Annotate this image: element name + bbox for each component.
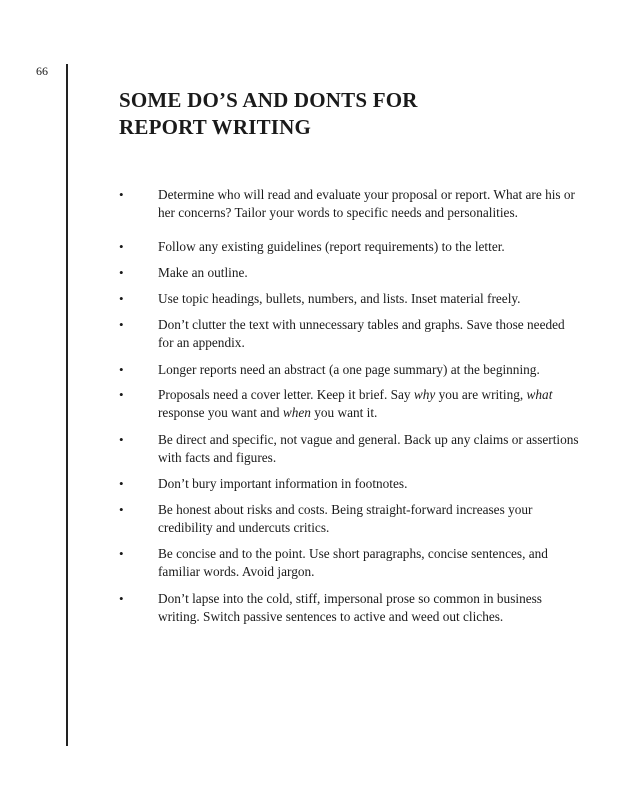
text-segment: Use topic headings, bullets, numbers, and lists. Inset material freely. xyxy=(158,291,521,306)
bullet-text xyxy=(158,290,579,308)
bullet-text xyxy=(158,264,579,282)
bullet-text xyxy=(158,590,579,626)
bullet-text xyxy=(158,316,579,352)
bullet-icon: • xyxy=(119,239,124,254)
bullet-icon: • xyxy=(119,432,124,447)
bullet-icon: • xyxy=(119,546,124,561)
text-segment: Proposals need a cover letter. Keep it brief. Say xyxy=(158,387,414,402)
bullet-item xyxy=(119,545,579,581)
text-segment: you want it. xyxy=(310,405,378,420)
text-segment: Longer reports need an abstract (a one page summary) at the beginning. xyxy=(158,362,540,377)
margin-rule xyxy=(66,64,68,746)
text-segment: Be direct and specific, not vague and general. Back up any claims or assertions with facts and figures. xyxy=(158,432,579,465)
bullet-text xyxy=(158,501,579,537)
bullet-item xyxy=(119,290,579,308)
emphasized-word: why xyxy=(413,387,436,402)
text-segment: Be honest about risks and costs. Being straight-forward increases your credibility and undercuts critics. xyxy=(158,502,533,535)
bullet-icon: • xyxy=(119,362,124,377)
text-segment: Make an outline. xyxy=(158,265,248,280)
bullet-item xyxy=(119,238,579,256)
emphasized-word: when xyxy=(282,405,311,420)
bullet-text xyxy=(158,475,579,493)
text-segment: response you want and xyxy=(158,405,283,420)
text-segment: Don’t clutter the text with unnecessary tables and graphs. Save those needed for an appendix. xyxy=(158,317,565,350)
bullet-icon: • xyxy=(119,291,124,306)
bullet-icon: • xyxy=(119,317,124,332)
bullet-icon: • xyxy=(119,476,124,491)
bullet-item xyxy=(119,386,579,422)
page-title xyxy=(119,87,418,141)
bullet-text xyxy=(158,238,579,256)
text-segment: Determine who will read and evaluate your proposal or report. What are his or her concerns? Tailor your words to specific needs and personalities. xyxy=(158,187,575,220)
bullet-item xyxy=(119,361,579,379)
bullet-icon: • xyxy=(119,591,124,606)
bullet-item xyxy=(119,264,579,282)
text-segment: Don’t lapse into the cold, stiff, impersonal prose so common in business writing. Switch passive sentences to active and weed out cliches. xyxy=(158,591,542,624)
emphasized-word: what xyxy=(526,387,553,402)
bullet-icon: • xyxy=(119,187,124,202)
bullet-text xyxy=(158,386,579,422)
bullet-text xyxy=(158,431,579,467)
bullet-text xyxy=(158,361,579,379)
bullet-item xyxy=(119,501,579,537)
bullet-item xyxy=(119,316,579,352)
page-number: 66 xyxy=(36,64,48,78)
bullet-icon: • xyxy=(119,387,124,402)
text-segment: Don’t bury important information in footnotes. xyxy=(158,476,408,491)
page-title-line: SOME DO’S AND DONTS FOR xyxy=(119,88,418,112)
bullet-icon: • xyxy=(119,265,124,280)
bullet-item xyxy=(119,186,579,222)
bullet-item xyxy=(119,590,579,626)
page-title-line: REPORT WRITING xyxy=(119,115,312,139)
bullet-text xyxy=(158,545,579,581)
bullet-item xyxy=(119,475,579,493)
text-segment: you are writing, xyxy=(435,387,527,402)
bullet-item xyxy=(119,431,579,467)
bullet-icon: • xyxy=(119,502,124,517)
bullet-text xyxy=(158,186,579,222)
text-segment: Be concise and to the point. Use short paragraphs, concise sentences, and familiar words. Avoid jargon. xyxy=(158,546,548,579)
text-segment: Follow any existing guidelines (report requirements) to the letter. xyxy=(158,239,505,254)
